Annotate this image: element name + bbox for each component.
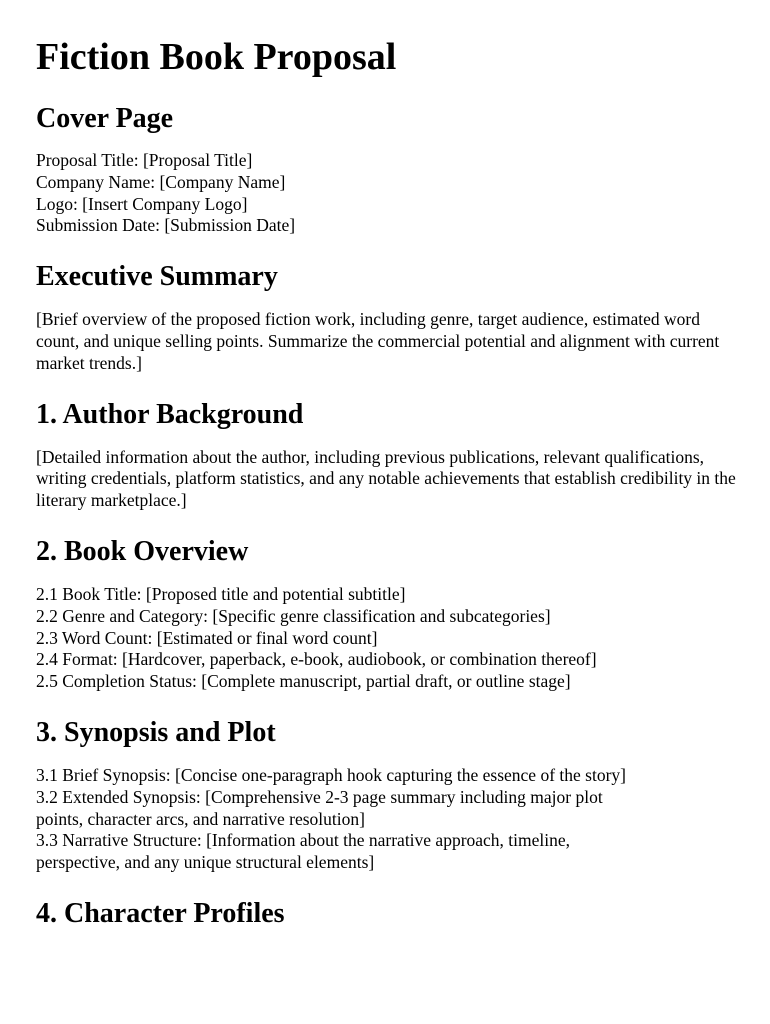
synopsis-plot-list: [36, 765, 750, 874]
synopsis-plot-heading: 3. Synopsis and Plot: [36, 716, 276, 748]
document-title: Fiction Book Proposal: [36, 36, 397, 78]
extended-synopsis-line: 3.2 Extended Synopsis: [Comprehensive 2-3 page summary including major plot: [36, 786, 603, 807]
genre-category-line: 2.2 Genre and Category: [Specific genre classification and subcategories]: [36, 605, 551, 626]
book-overview-heading: 2. Book Overview: [36, 535, 249, 567]
book-overview-list: [36, 584, 750, 693]
completion-status-line: 2.5 Completion Status: [Complete manuscript, partial draft, or outline stage]: [36, 671, 571, 692]
author-background-text: [Detailed information about the author, including previous publications, relevant qualifications, writing credentials, platform statistics, and any notable achievements that establish credibility in the literary marketplace.]: [36, 446, 736, 511]
extended-synopsis-line-cont: points, character arcs, and narrative resolution]: [36, 808, 365, 829]
book-title-line: 2.1 Book Title: [Proposed title and potential subtitle]: [36, 583, 406, 604]
brief-synopsis-line: 3.1 Brief Synopsis: [Concise one-paragraph hook capturing the essence of the story]: [36, 764, 626, 785]
character-profiles-heading: 4. Character Profiles: [36, 897, 285, 929]
author-background-heading: 1. Author Background: [36, 398, 304, 430]
company-name-line: Company Name: [Company Name]: [36, 171, 286, 192]
executive-summary-heading: Executive Summary: [36, 261, 278, 293]
format-line: 2.4 Format: [Hardcover, paperback, e-book, audiobook, or combination thereof]: [36, 649, 597, 670]
proposal-title-line: Proposal Title: [Proposal Title]: [36, 150, 253, 170]
executive-summary-text: [Brief overview of the proposed fiction work, including genre, target audience, estimated word count, and unique selling points. Summarize the commercial potential and alignment with current market trends.]: [36, 309, 720, 373]
submission-date-line: Submission Date: [Submission Date]: [36, 215, 296, 236]
cover-page-fields: [36, 150, 750, 237]
logo-line: Logo: [Insert Company Logo]: [36, 193, 248, 214]
cover-page-heading: Cover Page: [36, 103, 174, 134]
narrative-structure-line-cont: perspective, and any unique structural elements]: [36, 852, 375, 873]
narrative-structure-line: 3.3 Narrative Structure: [Information about the narrative approach, timeline,: [36, 830, 571, 851]
word-count-line: 2.3 Word Count: [Estimated or final word count]: [36, 627, 378, 648]
